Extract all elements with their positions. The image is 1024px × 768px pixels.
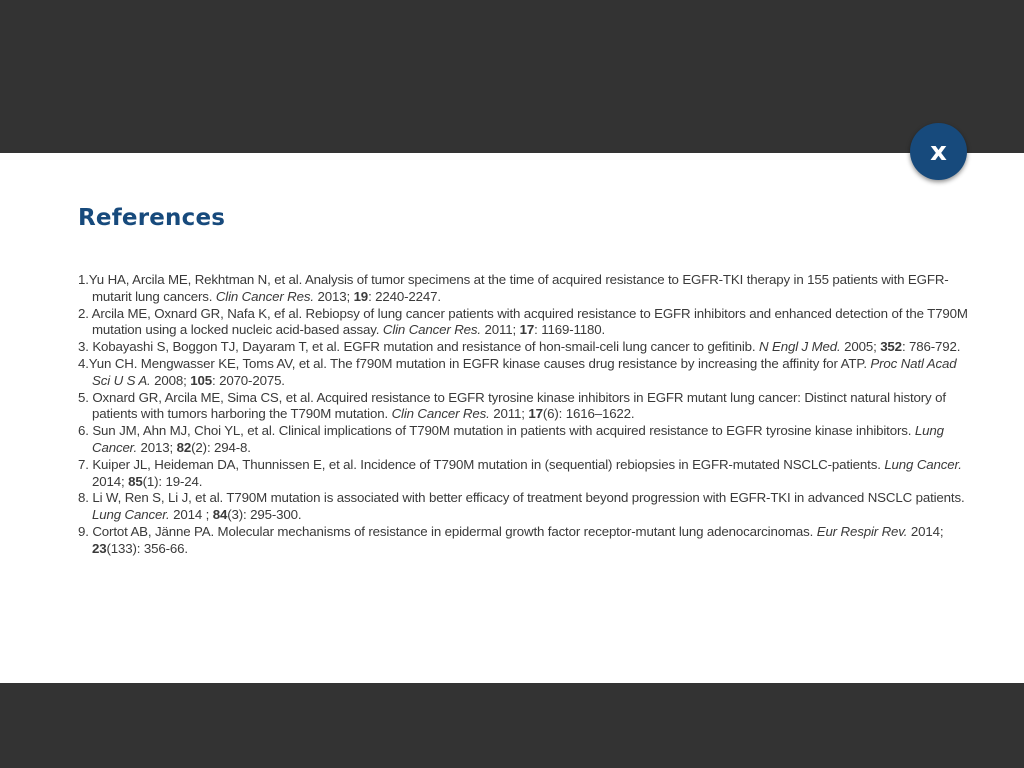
reference-item: 9. Cortot AB, Jänne PA. Molecular mechanisms of resistance in epidermal growth factor receptor-mutant lung adenocarcinomas. Eur Respir Rev. 2014; 23(133): 356-66.: [78, 523, 944, 556]
reference-item: 5. Oxnard GR, Arcila ME, Sima CS, et al. Acquired resistance to EGFR tyrosine kinase inhibitors in EGFR mutant lung cancer: Distinct natural history of patients with tumors harboring the T790M mutation. Clin Cancer Res. 2011; 17(6): 1616–1622.: [78, 389, 946, 422]
close-button[interactable]: [910, 123, 967, 180]
reference-item: 1.Yu HA, Arcila ME, Rekhtman N, et al. Analysis of tumor specimens at the time of acquired resistance to EGFR-TKI therapy in 155 patients with EGFR-mutarit lung cancers. Clin Cancer Res. 2013; 19: 2240-2247.: [78, 272, 949, 304]
bottom-dark-band: [0, 683, 1024, 768]
reference-item: 3. Kobayashi S, Boggon TJ, Dayaram T, et al. EGFR mutation and resistance of hon-smail-celi lung cancer to gefitinib. N Engl J Med. 2005; 352: 786-792.: [78, 339, 961, 355]
reference-item: 7. Kuiper JL, Heideman DA, Thunnissen E, et al. Incidence of T790M mutation in (sequential) rebiopsies in EGFR-mutated NSCLC-patients. Lung Cancer. 2014; 85(1): 19-24.: [78, 456, 962, 489]
page-title: References: [78, 205, 226, 231]
close-icon: x: [930, 136, 947, 167]
reference-list: [78, 272, 970, 558]
reference-item: 2. Arcila ME, Oxnard GR, Nafa K, ef al. Rebiopsy of lung cancer patients with acquired resistance to EGFR inhibitors and enhanced detection of the T790M mutation using a locked nucleic acid-based assay. Clin Cancer Res. 2011; 17: 1169-1180.: [78, 305, 968, 338]
top-dark-band: [0, 0, 1024, 153]
reference-item: 6. Sun JM, Ahn MJ, Choi YL, et al. Clinical implications of T790M mutation in patients with acquired resistance to EGFR tyrosine kinase inhibitors. Lung Cancer. 2013; 82(2): 294-8.: [78, 423, 944, 455]
reference-item: 4.Yun CH. Mengwasser KE, Toms AV, et al. The f790M mutation in EGFR kinase causes drug resistance by increasing the affinity for ATP. Proc Natl Acad Sci U S A. 2008; 105: 2070-2075.: [78, 355, 957, 388]
reference-item: 8. Li W, Ren S, Li J, et al. T790M mutation is associated with better efficacy of treatment beyond progression with EGFR-TKI in advanced NSCLC patients. Lung Cancer. 2014 ; 84(3): 295-300.: [78, 490, 965, 523]
